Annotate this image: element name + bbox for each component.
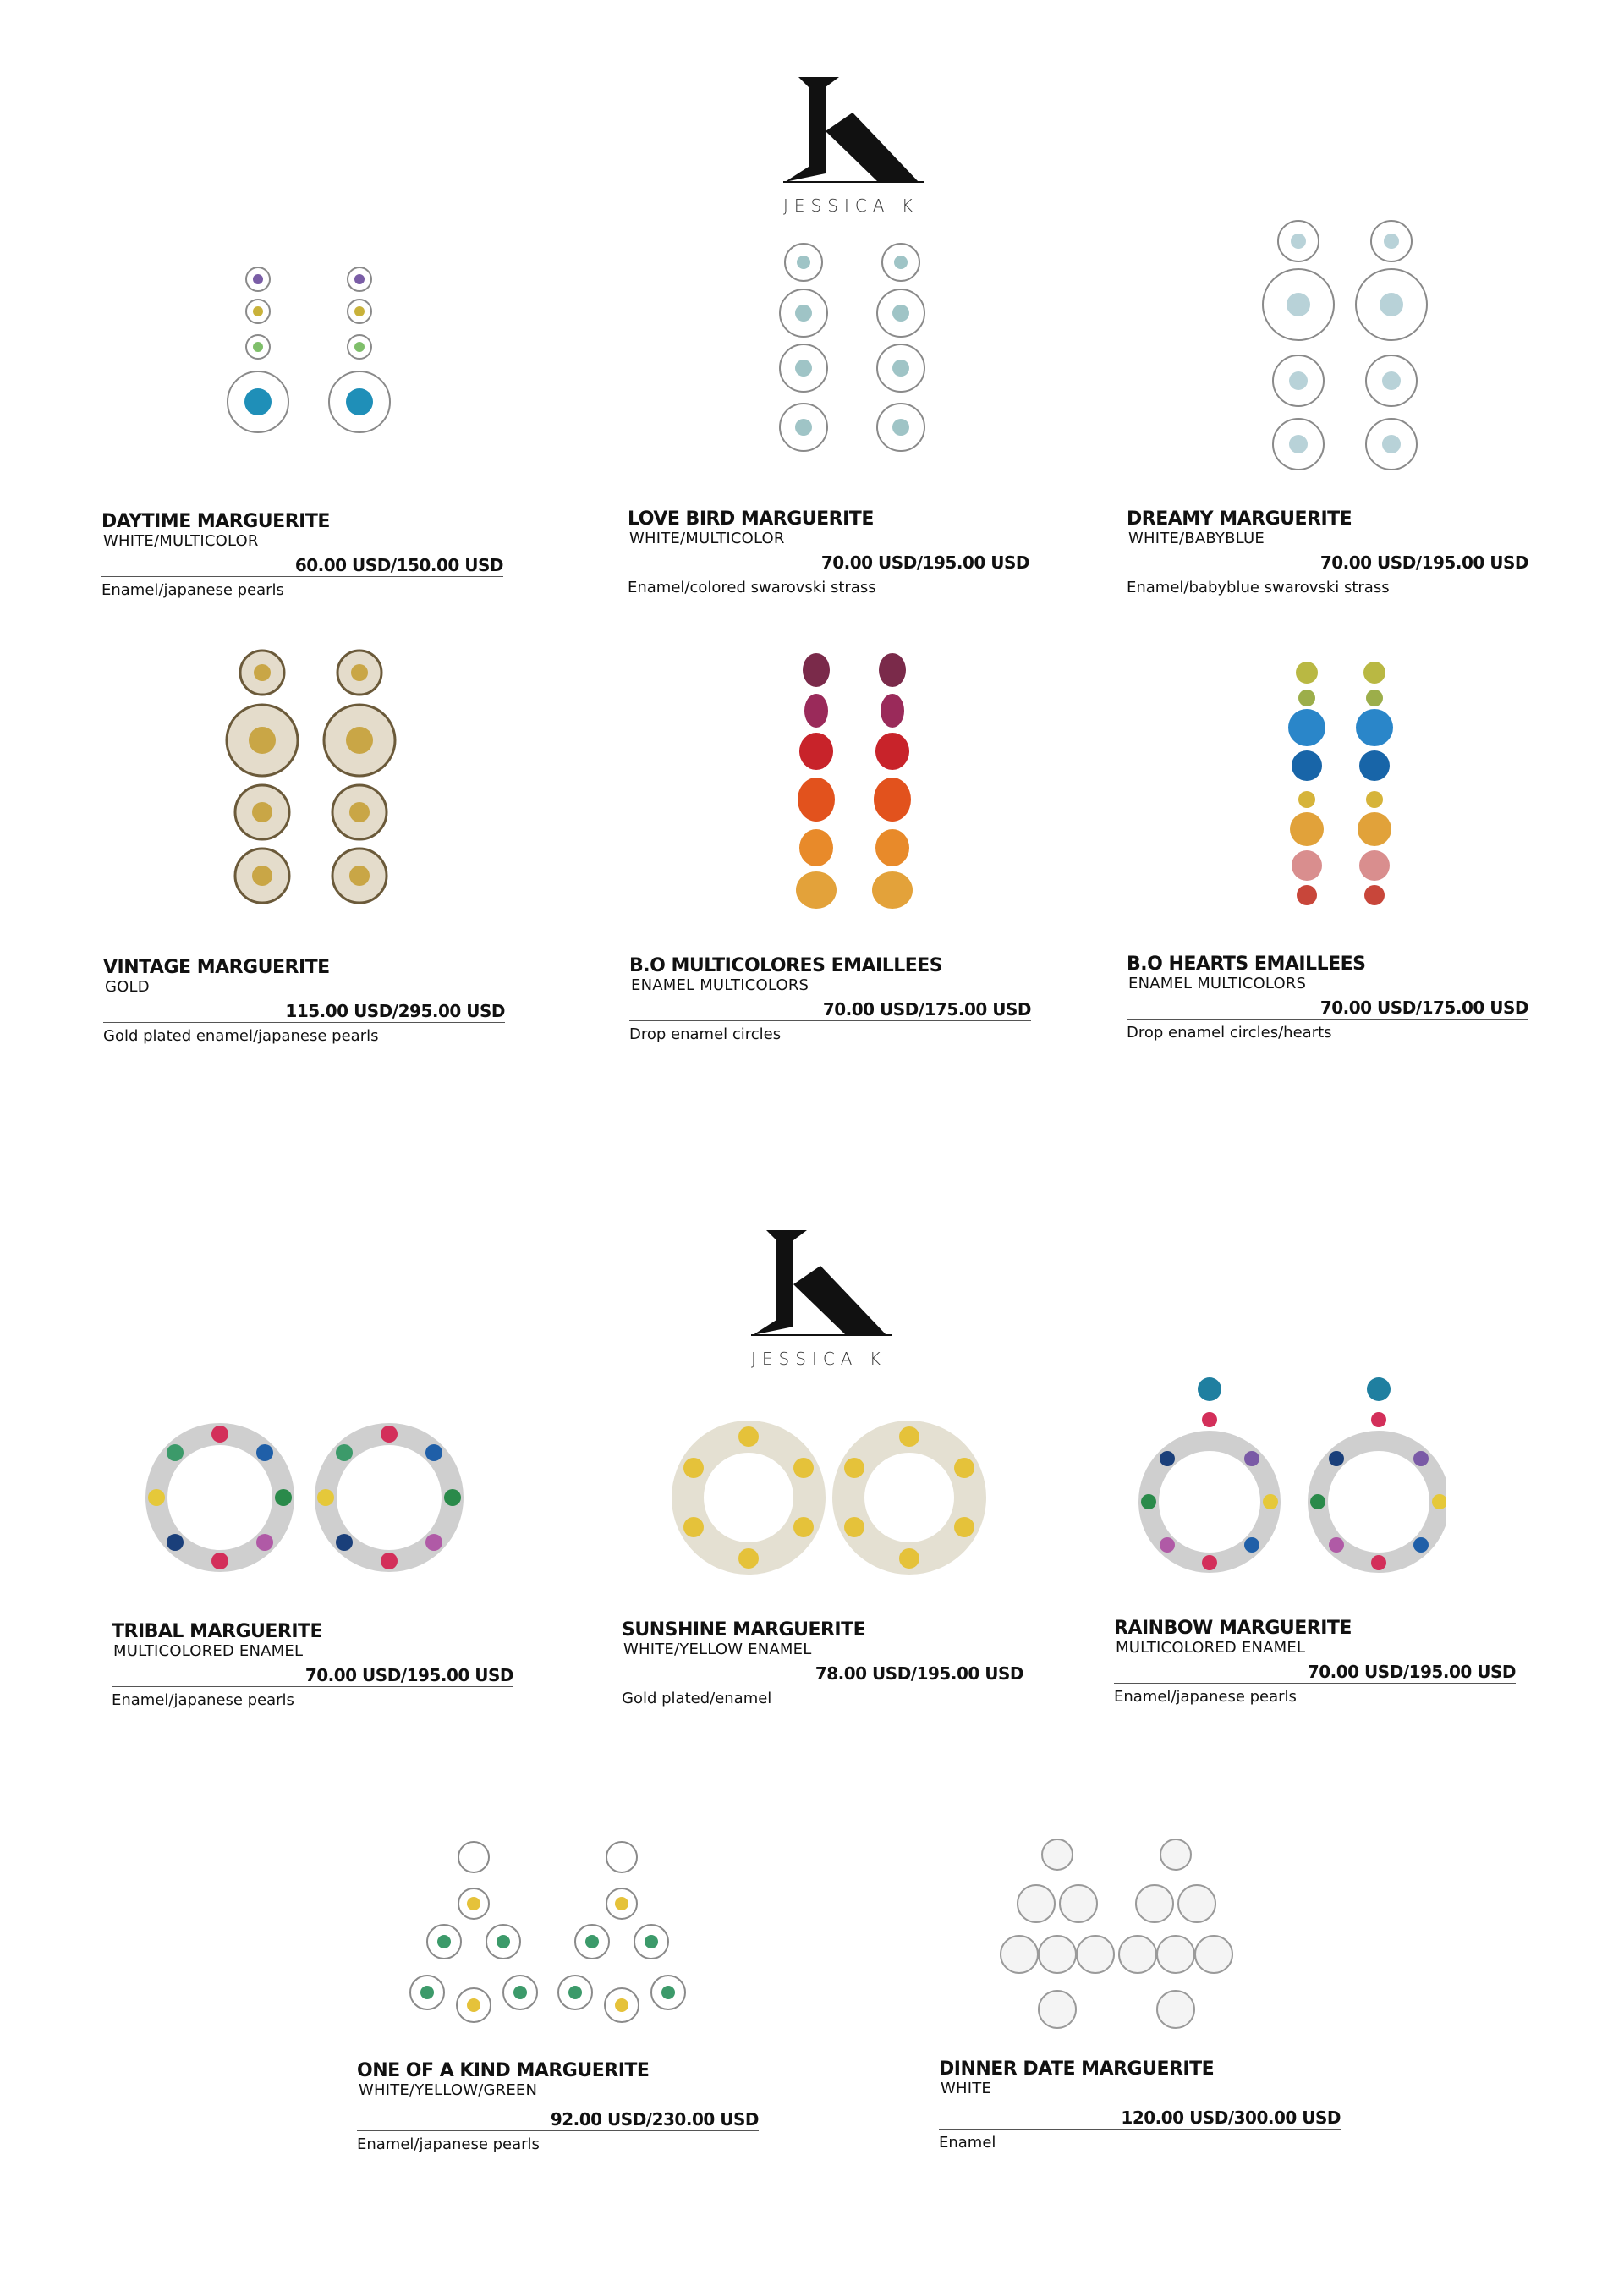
heart-drop-earring-icon — [1277, 656, 1404, 910]
product-color: WHITE/BABYBLUE — [1128, 530, 1265, 547]
product-price: 70.00 USD/175.00 USD — [1127, 998, 1528, 1020]
product-material: Gold plated/enamel — [622, 1690, 772, 1707]
product-color: WHITE — [941, 2080, 992, 2097]
product-price: 120.00 USD/300.00 USD — [939, 2108, 1341, 2130]
white-daisy-chandelier-icon — [994, 1836, 1239, 2056]
product-color: WHITE/MULTICOLOR — [103, 532, 259, 550]
product-material: Enamel/japanese pearls — [112, 1691, 294, 1709]
product-name: DINNER DATE MARGUERITE — [939, 2058, 1215, 2080]
product-name: DAYTIME MARGUERITE — [102, 511, 330, 532]
product-image-sunshine — [668, 1404, 990, 1591]
rainbow-hoop-earring-icon — [1125, 1371, 1446, 1591]
product-price: 78.00 USD/195.00 USD — [622, 1664, 1023, 1685]
hoop-earring-icon — [135, 1413, 474, 1582]
product-name: LOVE BIRD MARGUERITE — [628, 508, 874, 530]
brand-name: JESSICA K — [783, 195, 919, 216]
product-material: Gold plated enamel/japanese pearls — [103, 1027, 379, 1045]
brand-logo — [749, 72, 952, 216]
product-name: VINTAGE MARGUERITE — [103, 957, 330, 978]
product-image-dinner-date — [994, 1836, 1239, 2056]
jessica-k-logo-icon — [775, 72, 927, 190]
product-name: B.O HEARTS EMAILLEES — [1127, 954, 1366, 975]
product-material: Drop enamel circles — [629, 1025, 782, 1043]
product-image-hearts — [1277, 656, 1404, 910]
product-dinner-date — [939, 2059, 1341, 2153]
daisy-drop-earring-icon — [744, 228, 964, 465]
daisy-cluster-earring-icon — [406, 1836, 694, 2047]
product-color: GOLD — [105, 978, 150, 996]
product-color: MULTICOLORED ENAMEL — [113, 1642, 304, 1660]
product-name: TRIBAL MARGUERITE — [112, 1621, 323, 1642]
product-price: 70.00 USD/195.00 USD — [1114, 1663, 1516, 1684]
product-dreamy — [1127, 509, 1528, 598]
product-love-bird — [628, 509, 1029, 598]
product-name: RAINBOW MARGUERITE — [1114, 1618, 1352, 1639]
daisy-drop-earring-icon — [1243, 212, 1446, 482]
product-tribal — [112, 1622, 513, 1711]
product-price: 115.00 USD/295.00 USD — [103, 1002, 505, 1023]
product-color: ENAMEL MULTICOLORS — [1128, 975, 1307, 992]
product-image-daytime — [203, 254, 423, 457]
product-color: WHITE/MULTICOLOR — [629, 530, 785, 547]
product-image-tribal — [135, 1413, 474, 1582]
product-image-vintage — [211, 643, 431, 914]
product-name: SUNSHINE MARGUERITE — [622, 1619, 866, 1641]
product-price: 70.00 USD/195.00 USD — [628, 553, 1029, 574]
product-rainbow — [1114, 1619, 1516, 1707]
product-price: 92.00 USD/230.00 USD — [357, 2110, 759, 2131]
jessica-k-logo-icon — [743, 1225, 895, 1344]
product-color: WHITE/YELLOW ENAMEL — [623, 1641, 812, 1658]
product-daytime — [102, 512, 503, 601]
product-image-rainbow — [1125, 1371, 1446, 1591]
product-image-one-of-a-kind — [406, 1836, 694, 2047]
product-vintage — [103, 958, 505, 1047]
product-image-love-bird — [744, 228, 964, 465]
product-sunshine — [622, 1620, 1023, 1709]
product-price: 70.00 USD/175.00 USD — [629, 1000, 1031, 1021]
product-name: B.O MULTICOLORES EMAILLEES — [629, 955, 943, 976]
product-material: Enamel/babyblue swarovski strass — [1127, 579, 1390, 596]
product-image-multicolores — [778, 651, 930, 914]
product-price: 70.00 USD/195.00 USD — [112, 1666, 513, 1687]
product-color: ENAMEL MULTICOLORS — [631, 976, 809, 994]
product-name: DREAMY MARGUERITE — [1127, 508, 1352, 530]
brand-name: JESSICA K — [751, 1349, 886, 1369]
sunshine-daisy-earring-icon — [668, 1404, 990, 1591]
product-color: WHITE/YELLOW/GREEN — [359, 2081, 538, 2099]
enamel-drop-earring-icon — [778, 651, 930, 914]
brand-logo-2 — [717, 1225, 920, 1369]
product-color: MULTICOLORED ENAMEL — [1116, 1639, 1306, 1657]
product-material: Drop enamel circles/hearts — [1127, 1024, 1332, 1042]
product-hearts — [1127, 954, 1528, 1043]
gold-daisy-earring-icon — [211, 643, 431, 914]
product-material: Enamel/japanese pearls — [357, 2135, 540, 2153]
product-material: Enamel/japanese pearls — [1114, 1688, 1297, 1706]
product-price: 60.00 USD/150.00 USD — [102, 556, 503, 577]
product-material: Enamel — [939, 2134, 996, 2152]
daisy-earring-icon — [203, 254, 423, 457]
product-name: ONE OF A KIND MARGUERITE — [357, 2060, 650, 2081]
product-material: Enamel/colored swarovski strass — [628, 579, 876, 596]
product-one-of-a-kind — [357, 2061, 759, 2155]
product-multicolores — [629, 956, 1031, 1045]
product-image-dreamy — [1243, 212, 1446, 482]
product-price: 70.00 USD/195.00 USD — [1127, 553, 1528, 574]
product-material: Enamel/japanese pearls — [102, 581, 284, 599]
